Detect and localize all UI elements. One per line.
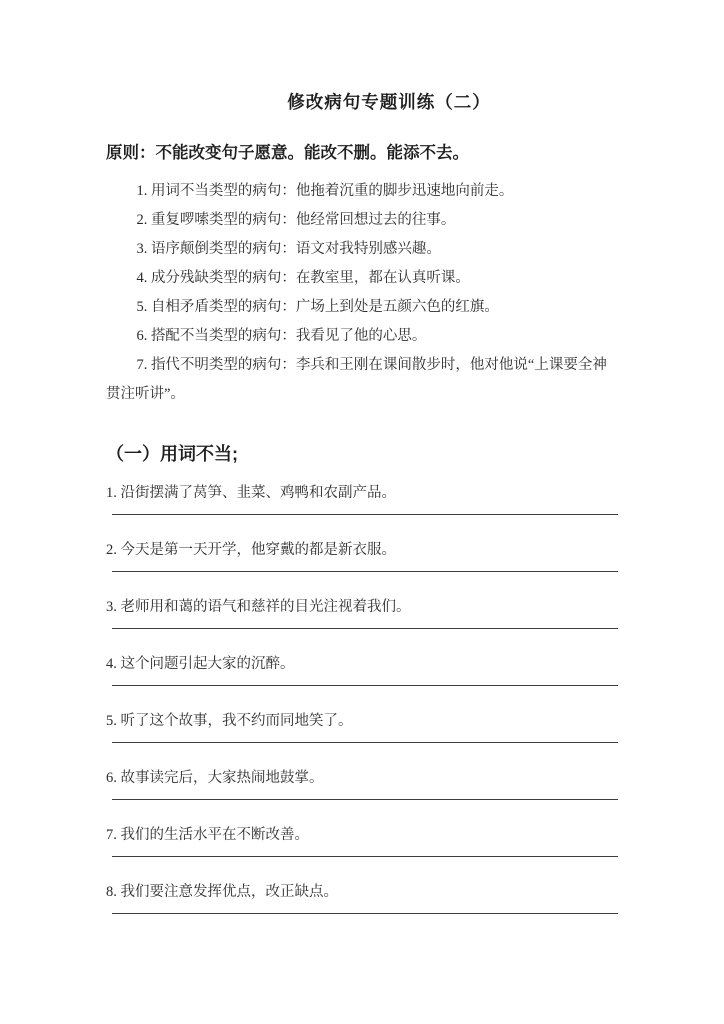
- principle-statement: 原则：不能改变句子愿意。能改不删。能添不去。: [106, 144, 469, 162]
- error-type-item: 2. 重复啰嗦类型的病句：他经常回想过去的往事。: [136, 212, 456, 228]
- exercise-list: [106, 483, 620, 914]
- exercise-item: [106, 654, 620, 686]
- exercise-sentence: 6. 故事读完后，大家热闹地鼓掌。: [106, 770, 324, 786]
- error-type-item: 7. 指代不明类型的病句：李兵和王刚在课间散步时，他对他说“上课要全神贯注听讲”。: [106, 357, 607, 402]
- exercise-sentence: 1. 沿街摆满了莴笋、韭菜、鸡鸭和农副产品。: [106, 485, 396, 501]
- exercise-item: [106, 711, 620, 743]
- answer-blank-line: [112, 628, 618, 629]
- error-type-item: 3. 语序颠倒类型的病句：语文对我特别感兴趣。: [136, 241, 441, 257]
- section-heading: （一）用词不当;: [106, 444, 238, 464]
- answer-blank-line: [112, 685, 618, 686]
- answer-blank-line: [112, 571, 618, 572]
- answer-blank-line: [112, 856, 618, 857]
- error-type-list: [106, 177, 620, 409]
- exercise-item: [106, 882, 620, 914]
- exercise-sentence: 7. 我们的生活水平在不断改善。: [106, 827, 309, 843]
- exercise-item: [106, 597, 620, 629]
- error-type-item: 6. 搭配不当类型的病句：我看见了他的心思。: [136, 328, 427, 344]
- error-type-item: 4. 成分残缺类型的病句：在教室里，都在认真听课。: [136, 270, 470, 286]
- page-title: 修改病句专题训练（二）: [287, 92, 491, 112]
- answer-blank-line: [112, 514, 618, 515]
- exercise-sentence: 5. 听了这个故事，我不约而同地笑了。: [106, 713, 353, 729]
- answer-blank-line: [112, 799, 618, 800]
- exercise-sentence: 8. 我们要注意发挥优点，改正缺点。: [106, 884, 338, 900]
- exercise-sentence: 4. 这个问题引起大家的沉醉。: [106, 656, 295, 672]
- exercise-item: [106, 540, 620, 572]
- answer-blank-line: [112, 913, 618, 914]
- error-type-item: 5. 自相矛盾类型的病句：广场上到处是五颜六色的红旗。: [136, 299, 499, 315]
- exercise-sentence: 2. 今天是第一天开学，他穿戴的都是新衣服。: [106, 542, 396, 558]
- error-type-item: 1. 用词不当类型的病句：他拖着沉重的脚步迅速地向前走。: [136, 183, 514, 199]
- exercise-item: [106, 768, 620, 800]
- answer-blank-line: [112, 742, 618, 743]
- exercise-sentence: 3. 老师用和蔼的语气和慈祥的目光注视着我们。: [106, 599, 411, 615]
- exercise-item: [106, 483, 620, 515]
- exercise-item: [106, 825, 620, 857]
